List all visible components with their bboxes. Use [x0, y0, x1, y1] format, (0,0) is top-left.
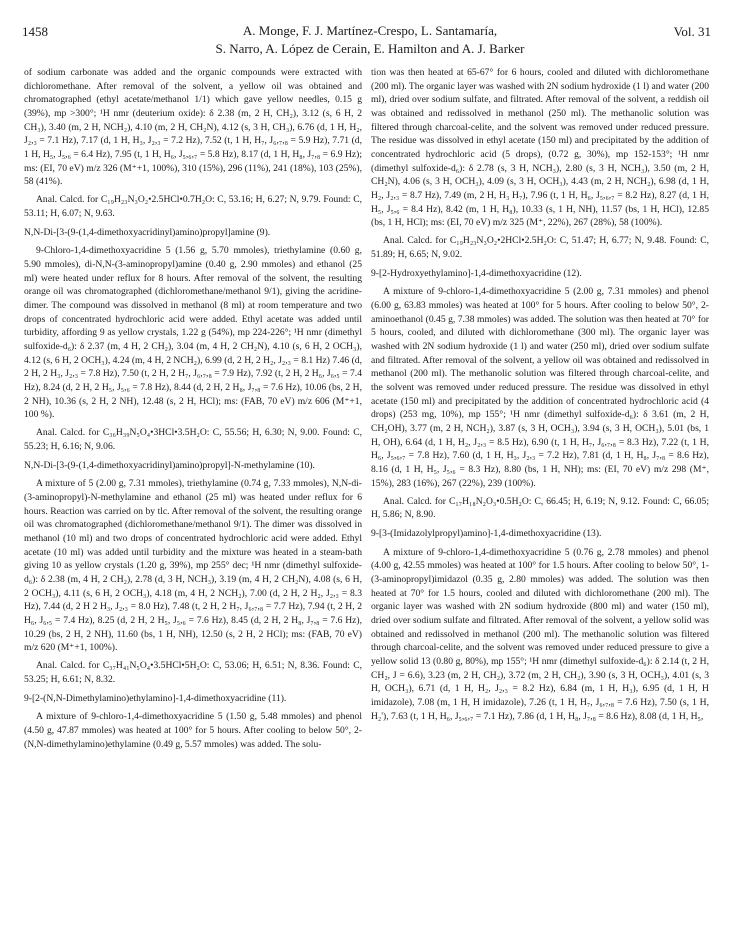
paragraph: Anal. Calcd. for C₁₇H₁₈N₂O₃•0.5H₂O: C, 66.45; H, 6.19; N, 9.12. Found: C, 66.05; H, 5.86; N, 8.90. [371, 495, 709, 521]
right-column [371, 66, 709, 932]
section-heading: N,N-Di-[3-(9-(1,4-dimethoxyacridinyl)amino)propyl]amine (9). [24, 226, 271, 238]
paragraph: tion was then heated at 65-67° for 6 hours, cooled and diluted with dichloromethane (200 ml). The organic layer was washed with 2N sodium hydroxide (1 l) and water (200 ml), dried over sodium sulfate, and filtrated. After removal of the solvent, a reddish oil was obtained and redissolved in methanol (250 ml). The methanolic solution was filtered through charcoal-celite, and the solvent was removed under reduced pressure. The residue was dissolved in ethyl acetate (150 ml) and precipitated by the addition of concentrated hydrochloric acid (5 drops), (0.72 g, 30%), mp 152-153°; ¹H nmr (dimethyl sulfoxide-d₆): δ 2.78 (s, 3 H, NCH₃), 2.80 (s, 3 H, NCH₃), 3.50 (m, 2 H, CH₂N), 4.06 (s, 3 H, OCH₃), 4.09 (s, 3 H, OCH₃), 4.43 (m, 2 H, NCH₂), 6.98 (d, 1 H, H₂, J₂,₃ = 8.7 Hz), 7.49 (m, 2 H, H₃ H₇), 7.96 (t, 1 H, H₆, J₅,₆,₇ = 8.2 Hz), 8.27 (d, 1 H, H₅, J₅,₆ = 8.4 Hz), 8.42 (m, 1 H, H₈), 10.33 (s, 1 H, NH), 11.57 (bs, 1 H, HCl), 12.85 (bs, 1 H, HCl); ms: (EI, 70 eV) m/z 325 (M⁺, 22%), 267 (28%), 58 (100%). [371, 67, 709, 229]
section-heading: 9-[2-Hydroxyethylamino]-1,4-dimethoxyacridine (12). [371, 267, 582, 279]
running-header-authors [150, 22, 590, 58]
section-heading: 9-[3-(Imidazolylpropyl)amino]-1,4-dimethoxyacridine (13). [371, 528, 602, 539]
section-heading: 9-[2-(N,N-Dimethylamino)ethylamino]-1,4-dimethoxyacridine (11). [24, 692, 287, 704]
paragraph: Anal. Calcd. for C₃₇H₄₁N₅O₄•3.5HCl•5H₂O: C, 53.06; H, 6.51; N, 8.36. Found: C, 53.25; H, 6.61; N, 8.32. [24, 660, 362, 686]
paragraph: Anal. Calcd. for C₁₉H₂₃N₃O₂•2HCl•2.5H₂O: C, 51.47; H, 6.77; N, 9.48. Found: C, 51.89; H, 6.65; N, 9.02. [371, 235, 709, 261]
volume-label: Vol. 31 [673, 24, 711, 39]
left-column [24, 66, 362, 932]
paragraph: A mixture of 5 (2.00 g, 7.31 mmoles), triethylamine (0.74 g, 7.33 mmoles), N,N-di-(3-aminopropyl)-N-methylamine and ethanol (25 ml) was heated under reflux for 6 hours. Reaction was carried on by tlc. After removal of the solvent, the resulting orange oil was chromatographed (dichloromethane/methanol 9/1). The dimer was dissolved in methanol (10 ml) and two drops of concentrated hydrochloric acid were added. Ethyl acetate (10 ml) was added until turbidity and the mixture was heated in a steam-bath giving 10 as yellow crystals (1.20 g, 39%), mp 255° dec; ¹H nmr (dimethyl sulfoxide-d₆): δ 2.38 (m, 4 H, 2 CH₂), 2.78 (d, 3 H, NCH₃), 3.19 (m, 4 H, 2 CH₂N), 4.08 (s, 6 H, 2 OCH₃), 4.11 (s, 6 H, 2 OCH₃), 4.18 (m, 4 H, 2 NCH₂), 7.00 (d, 2 H, 2 H₂, J₂,₃ = 8.3 Hz), 7.44 (d, 2 H 2 H₃, J₂,₃ = 8.0 Hz), 7.48 (t, 2 H, 2 H₇, J₆,₇,₈ = 7.7 Hz), 7.94 (t, 2 H, 2 H₆, J₆,₅ = 7.4 Hz), 8.25 (d, 2 H, 2 H₅, J₅,₆ = 7.6 Hz), 8.45 (d, 2 H, 2 H₈, J₇,₈ = 7.6 Hz), 10.29 (bs, 2 H, 2 NH), 11.60 (bs, 1 H, NH), 12.50 (s, 2 H, 2 HCl); ms: (FAB, 70 eV) m/z 620 (M⁺+1, 100%). [24, 478, 362, 654]
paragraph: A mixture of 9-chloro-1,4-dimethoxyacridine 5 (1.50 g, 5.48 mmoles) and phenol (4.50 g, 47.87 mmoles) was heated at 100° for 5 hours. After cooling to below 50°, 2-(N,N-dimethylamino)ethylamine (0.49 g, 5.57 mmoles) was added. The solu- [24, 711, 362, 750]
paragraph: Anal. Calcd. for C₃₆H₃₉N₅O₄•3HCl•3.5H₂O: C, 55.56; H, 6.30; N, 9.00. Found: C, 55.23; H, 6.16; N, 9.06. [24, 427, 362, 453]
section-heading: N,N-Di-[3-(9-(1,4-dimethoxyacridinyl)amino)propyl]-N-methylamine (10). [24, 459, 315, 471]
page-number: 1458 [22, 24, 48, 39]
paragraph: A mixture of 9-chloro-1,4-dimethoxyacridine 5 (2.00 g, 7.31 mmoles) and phenol (6.00 g, 63.83 mmoles) was heated at 100° for 5 hours. After cooling to below 50°, 2-aminoethanol (0.45 g, 7.38 mmoles) was added. The solution was then heated at 70° for 5 hours, cooled, and diluted with dichloromethane (300 ml). The organic layer was washed with 2N sodium hydroxide (1 l) and water (250 ml), dried over sodium sulfate and filtrated. After removal of the solvent, a yellow oil was obtained and redissolved in methanol (200 ml). The methanolic solution was filtered through charcoal-celite, and the solvent was removed under reduced pressure. The residue was dissolved in ethyl acetate (150 ml) and precipitated by the addition of concentrated hydrochloric acid (4 drops) (253 mg, 10%), mp 155°; ¹H nmr (dimethyl sulfoxide-d₆): δ 3.61 (m, 2 H, CH₂OH), 3.77 (m, 2 H, NCH₂), 3.87 (s, 3 H, OCH₃), 3.94 (s, 3 H, OCH₃), 5.01 (bs, 1 H, OH), 6.64 (d, 1 H, H₂, J₂,₃ = 8.5 Hz), 6.90 (t, 1 H, H₇, J₆,₇,₈ = 8.3 Hz), 7.22 (t, 1 H, H₆, J₅,₆,₇ = 7.8 Hz), 7.60 (d, 1 H, H₃, J₂,₃ = 7.2 Hz), 7.81 (d, 1 H, H₈, J₇,₈ = 8.6 Hz), 8.16 (d, 1 H, H₅, J₅,₆ = 8.3 Hz), 8.80 (bs, 1 H, NH); ms: (EI, 70 eV) m/z 298 (M⁺, 15%), 283 (16%), 267 (22%), 239 (100%). [371, 286, 709, 489]
paragraph: of sodium carbonate was added and the organic compounds were extracted with dichloromethane. After removal of the solvent, a yellow oil was obtained and chromatographed (ethyl acetate/methanol 1/1) which gave yellow needles, 0.15 g (39%), mp >300°; ¹H nmr (deuterium oxide): δ 2.38 (m, 2 H, CH₂), 3.12 (s, 6 H, 2 CH₃), 3.40 (m, 2 H, NCH₂), 4.10 (m, 2 H, CH₂N), 4.12 (s, 3 H, CH₃), 6.76 (d, 1 H, H₂, J₂,₃ = 7.1 Hz), 7.17 (d, 1 H, H₃, J₂,₃ = 7.2 Hz), 7.52 (t, 1 H, H₇, J₆,₇,₈ = 5.9 Hz), 7.71 (d, 1 H, H₅, J₅,₆ = 6.4 Hz), 7.95 (t, 1 H, H₆, J₅,₆,₇ = 5.8 Hz), 8.17 (d, 1 H, H₈, J₇,₈ = 6.9 Hz); ms: (EI, 70 eV) m/z 326 (M⁺+1, 100%), 310 (15%), 296 (11%), 241 (18%), 103 (25%), 58 (41%). [24, 67, 362, 188]
paragraph: Anal. Calcd. for C₁₉H₂₃N₃O₂•2.5HCl•0.7H₂O: C, 53.16; H, 6.27; N, 9.79. Found: C, 53.11; H, 6.07; N, 9.63. [24, 194, 362, 220]
paragraph: A mixture of 9-chloro-1,4-dimethoxyacridine 5 (0.76 g, 2.78 mmoles) and phenol (4.00 g, 42.55 mmoles) was heated at 100° for 1.5 hours. After cooling to below 50°, 1-(3-aminopropyl)imidazol (0.35 g, 2.80 mmoles) was added. The solution was then heated at 70° for 1.5 hours, cooled and diluted with dichloromethane (200 ml). The organic layer was washed with 2N sodium hydroxide (800 ml) and water (150 ml), dried over sodium sulfate and filtrated. After removal of the solvent, a yellow solid was obtained and redissolved in methanol (200 ml). The methanolic solution was filtered through charcoal-celite, and the solvent was removed under reduced pressure to give a yellow solid 13 (0.80 g, 80%), mp 155°; ¹H nmr (dimethyl sulfoxide-d₆): δ 2.14 (t, 2 H, CH₂, J = 6.6), 3.23 (m, 2 H, CH₂), 3.72 (m, 2 H, CH₂), 3.90 (s, 3 H, OCH₃), 4.01 (s, 3 H, OCH₃), 6.71 (d, 1 H, H₂, J₂,₃ = 8.2 Hz), 6.84 (m, 1 H, H₃), 6.95 (d, 1 H, H imidazole), 7.08 (m, 1 H, H imidazole), 7.26 (t, 1 H, H₇, J₆,₇,₈ = 7.6 Hz), 7.50 (s, 1 H, H₂'), 7.63 (t, 1 H, H₆, J₅,₆,₇ = 7.1 Hz), 7.86 (d, 1 H, H₈, J₇,₈ = 8.6 Hz), 8.08 (d, 1 H, H₅, [371, 546, 709, 722]
authors-line-2: S. Narro, A. López de Cerain, E. Hamilton and A. J. Barker [215, 41, 525, 56]
paragraph: 9-Chloro-1,4-dimethoxyacridine 5 (1.56 g, 5.70 mmoles), triethylamine (0.60 g, 5.90 mmoles), di-N,N-(3-aminopropyl)amine (0.40 g, 2.90 mmoles) and ethanol (25 ml) were heated under reflux for 8 hours. After removal of the solvent, the resulting orange oil was chromatographed (dichloromethane/methanol 9/1), giving the acridine-dimer. The compound was dissolved in methanol (8 ml) at room temperature and two drops of concentrated hydrochloric acid were added. Ethyl acetate was added until turbidity, affording 9 as yellow crystals, 1.22 g (54%), mp 224-226°; ¹H nmr (dimethyl sulfoxide-d₆): δ 2.37 (m, 4 H, 2 CH₂), 3.04 (m, 4 H, 2 CH₂N), 4.10 (s, 6 H, 2 OCH₃), 4.12 (s, 6 H, 2 OCH₃), 4.24 (m, 4 H, 2 NCH₂), 6.99 (d, 2 H, 2 H₂, J₂,₃ = 8.1 Hz) 7.46 (d, 2 H, 2 H₃, J₂,₃ = 7.8 Hz), 7.50 (t, 2 H, 2 H₇, J₆,₇,₈ = 7.9 Hz), 7.92 (t, 2 H, 2 H₆, J₆,₅ = 7.4 Hz), 8.24 (d, 2 H, 2 H₅, J₅,₆ = 7.8 Hz), 8.44 (d, 2 H, 2 H₈, J₇,₈ = 7.6 Hz), 10.06 (bs, 2 H, 2 NH), 10.36 (s, 2 H, 2 NH), 12.48 (s, 2 H, HCl); ms: (FAB, 70 eV) m/z 606 (M⁺+1, 100 %). [24, 245, 362, 421]
authors-line-1: A. Monge, F. J. Martínez-Crespo, L. Santamaría, [242, 23, 498, 38]
